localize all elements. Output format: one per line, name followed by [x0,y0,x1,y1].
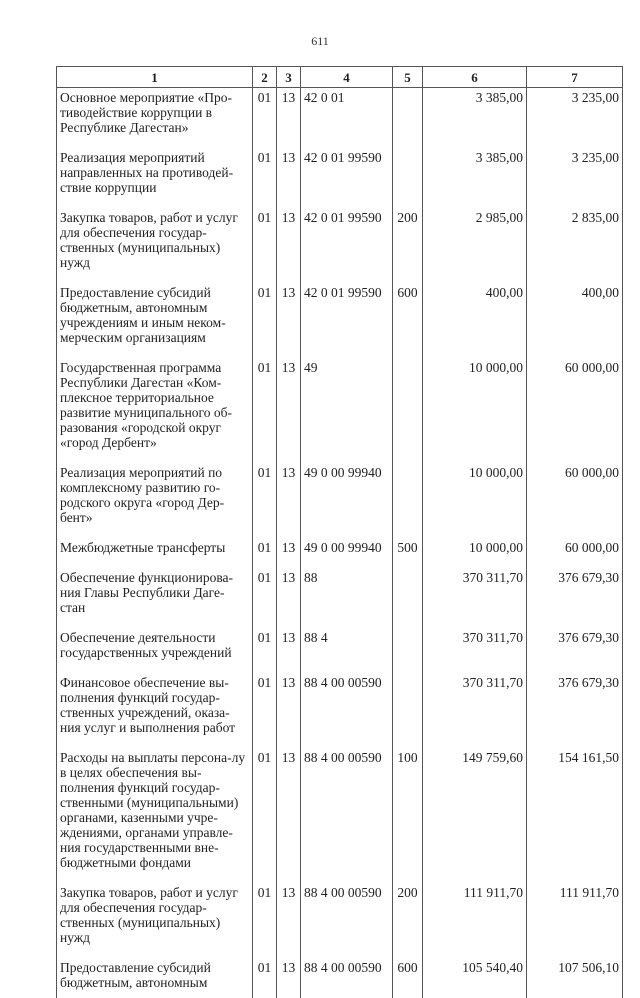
table-row [57,883,623,958]
amount-col7-cell: 111 911,70 [527,883,623,958]
expense-name-cell: Основное мероприятие «Про-тиводействие коррупции в Республике Дагестан» [57,88,253,149]
expense-name-cell: Государственная программа Республики Дагестан «Ком-плексное территориальное развитие муниципального об-разования «городской округ «город Дербент» [57,358,253,463]
section-code-cell: 01 [253,283,277,358]
amount-col7-cell: 376 679,30 [527,628,623,673]
expense-name-cell: Закупка товаров, работ и услуг для обеспечения государ-ственных (муниципальных) нужд [57,883,253,958]
table-row [57,958,623,998]
expense-type-cell [393,568,423,628]
subsection-code-cell: 13 [277,628,301,673]
section-code-cell: 01 [253,568,277,628]
amount-col6-cell: 3 385,00 [423,88,527,149]
amount-col7-cell: 400,00 [527,283,623,358]
column-header-5: 5 [393,67,423,88]
table-header-row [57,67,623,88]
amount-col6-cell: 3 385,00 [423,148,527,208]
subsection-code-cell: 13 [277,148,301,208]
expense-type-cell: 500 [393,538,423,568]
subsection-code-cell: 13 [277,568,301,628]
section-code-cell: 01 [253,883,277,958]
expense-name-cell: Реализация мероприятий направленных на противодей-ствие коррупции [57,148,253,208]
amount-col7-cell: 154 161,50 [527,748,623,883]
target-article-cell: 49 [301,358,393,463]
expense-type-cell: 200 [393,208,423,283]
column-header-6: 6 [423,67,527,88]
expense-name-cell: Расходы на выплаты персона-лу в целях обеспечения вы-полнения функций государ-ственными (муниципальными) органами, казенными учре-ждениями, органами управле-ния государственными вне-бюджетными фондами [57,748,253,883]
amount-col6-cell: 149 759,60 [423,748,527,883]
amount-col7-cell: 60 000,00 [527,463,623,538]
column-header-2: 2 [253,67,277,88]
amount-col6-cell: 10 000,00 [423,463,527,538]
target-article-cell: 42 0 01 99590 [301,283,393,358]
table-row [57,88,623,149]
table-row [57,208,623,283]
amount-col7-cell: 376 679,30 [527,673,623,748]
target-article-cell: 88 [301,568,393,628]
amount-col6-cell: 370 311,70 [423,568,527,628]
amount-col6-cell: 105 540,40 [423,958,527,998]
amount-col6-cell: 370 311,70 [423,628,527,673]
expense-name-cell: Предоставление субсидий бюджетным, автономным учреждениям и иным неком-мерческим организациям [57,283,253,358]
table-row [57,538,623,568]
page-number: 611 [311,34,329,48]
expense-type-cell [393,88,423,149]
section-code-cell: 01 [253,208,277,283]
expense-name-cell: Реализация мероприятий по комплексному развитию го-родского округа «город Дер-бент» [57,463,253,538]
amount-col7-cell: 376 679,30 [527,568,623,628]
section-code-cell: 01 [253,463,277,538]
amount-col7-cell: 107 506,10 [527,958,623,998]
subsection-code-cell: 13 [277,538,301,568]
target-article-cell: 88 4 00 00590 [301,958,393,998]
section-code-cell: 01 [253,958,277,998]
table-row [57,148,623,208]
expense-type-cell: 100 [393,748,423,883]
column-header-4: 4 [301,67,393,88]
target-article-cell: 88 4 00 00590 [301,883,393,958]
target-article-cell: 88 4 00 00590 [301,748,393,883]
section-code-cell: 01 [253,148,277,208]
amount-col7-cell: 3 235,00 [527,88,623,149]
amount-col6-cell: 10 000,00 [423,538,527,568]
section-code-cell: 01 [253,673,277,748]
expense-type-cell [393,148,423,208]
amount-col7-cell: 2 835,00 [527,208,623,283]
target-article-cell: 88 4 00 00590 [301,673,393,748]
amount-col6-cell: 111 911,70 [423,883,527,958]
subsection-code-cell: 13 [277,883,301,958]
target-article-cell: 49 0 00 99940 [301,538,393,568]
amount-col6-cell: 400,00 [423,283,527,358]
expense-name-cell: Предоставление субсидий бюджетным, автономным [57,958,253,998]
target-article-cell: 49 0 00 99940 [301,463,393,538]
target-article-cell: 88 4 [301,628,393,673]
table-row [57,628,623,673]
expense-name-cell: Закупка товаров, работ и услуг для обеспечения государ-ственных (муниципальных) нужд [57,208,253,283]
target-article-cell: 42 0 01 [301,88,393,149]
expense-type-cell: 600 [393,958,423,998]
table-row [57,673,623,748]
expense-type-cell [393,463,423,538]
amount-col7-cell: 3 235,00 [527,148,623,208]
section-code-cell: 01 [253,748,277,883]
expense-name-cell: Обеспечение деятельности государственных учреждений [57,628,253,673]
table-row [57,283,623,358]
column-header-7: 7 [527,67,623,88]
amount-col6-cell: 10 000,00 [423,358,527,463]
budget-table [56,66,623,998]
table-row [57,568,623,628]
section-code-cell: 01 [253,88,277,149]
expense-type-cell [393,673,423,748]
column-header-1: 1 [57,67,253,88]
subsection-code-cell: 13 [277,283,301,358]
subsection-code-cell: 13 [277,463,301,538]
target-article-cell: 42 0 01 99590 [301,208,393,283]
expense-type-cell: 200 [393,883,423,958]
expense-name-cell: Финансовое обеспечение вы-полнения функций государ-ственных учреждений, оказа-ния услуг и выполнения работ [57,673,253,748]
amount-col7-cell: 60 000,00 [527,538,623,568]
section-code-cell: 01 [253,358,277,463]
amount-col6-cell: 370 311,70 [423,673,527,748]
expense-type-cell [393,628,423,673]
subsection-code-cell: 13 [277,208,301,283]
target-article-cell: 42 0 01 99590 [301,148,393,208]
expense-name-cell: Межбюджетные трансферты [57,538,253,568]
subsection-code-cell: 13 [277,673,301,748]
expense-name-cell: Обеспечение функционирова-ния Главы Республики Даге-стан [57,568,253,628]
section-code-cell: 01 [253,538,277,568]
subsection-code-cell: 13 [277,88,301,149]
expense-type-cell [393,358,423,463]
column-header-3: 3 [277,67,301,88]
subsection-code-cell: 13 [277,358,301,463]
expense-type-cell: 600 [393,283,423,358]
amount-col6-cell: 2 985,00 [423,208,527,283]
table-row [57,748,623,883]
section-code-cell: 01 [253,628,277,673]
table-row [57,358,623,463]
table-row [57,463,623,538]
subsection-code-cell: 13 [277,748,301,883]
amount-col7-cell: 60 000,00 [527,358,623,463]
subsection-code-cell: 13 [277,958,301,998]
